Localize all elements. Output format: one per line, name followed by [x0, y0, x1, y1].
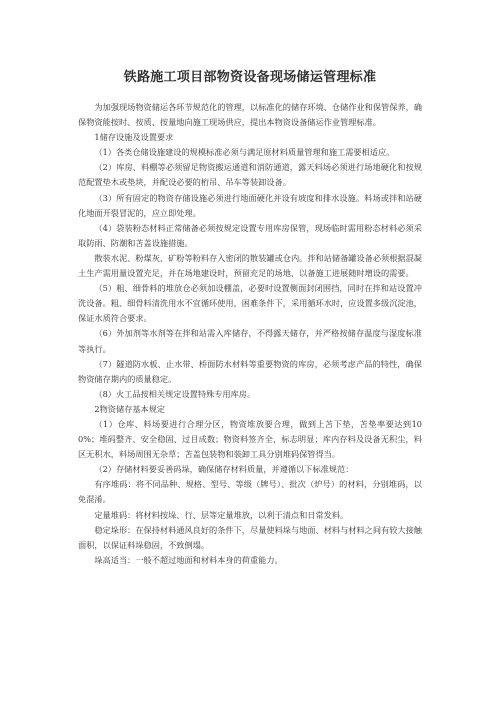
body-paragraph: （1）各类仓储设施建设的规模标准必须与满足原材料质量管理和施工需要相适应。: [94, 147, 395, 158]
body-paragraph: 有序堆码：将不同品种、规格、型号、等级（牌号）、批次（炉号）的材料，分别堆码，以免混淆。: [78, 479, 422, 505]
body-paragraph: 定量堆码：将材料按垛、行、层等定量堆放，以利于清点和日常发料。: [94, 509, 349, 520]
body-paragraph: （2）库房、料棚等必须留足物资搬运通道和消防通道，露天料场必须进行场地硬化和按规范配置垫木或垫块，并配设必要的桁吊、吊车等装卸设备。: [78, 162, 422, 188]
body-paragraph: 散装水泥、粉煤灰、矿粉等粉料存入密闭的散装罐或仓内。拌和站储备罐设备必须根据混凝土生产需用量设置充足，并在场地建设时，预留充足的场地，以备施工进展随时增设的需要。: [78, 252, 422, 279]
document-body: [78, 100, 422, 568]
body-paragraph: （3）所有固定的物资存储设施必须进行地面硬化并设有坡度和排水设施。料场或拌和站硬化地面开裂冒泥的，应立即处理。: [78, 192, 422, 218]
body-paragraph: （8）火工品按相关规定设置特殊专用库房。: [94, 388, 256, 399]
body-paragraph: 垛高适当：一般不超过地面和材料本身的荷重能力。: [94, 554, 283, 565]
document-title: 铁路施工项目部物资设备现场储运管理标准: [123, 70, 377, 85]
body-paragraph: 为加强现场物资储运各环节规范化的管理，以标准化的储存环境、仓储作业和保管保养，确保物资能按时、按质、按量地向施工现场供应，提出本物资设备储运作业管理标准。: [78, 102, 422, 128]
section-heading: 1储存设施及设置要求: [94, 132, 174, 143]
body-paragraph: （1）仓库、料场要进行合理分区，物资堆放要合理，做到上苫下垫，苫垫率要达到100%；堆码整齐、安全稳固、过目成数；物资料签齐全，标志明显；库内存料及设备无积尘，料区无积水，料场周围无杂草；苫盖包装物和装卸工具分别堆码保管得当。: [78, 418, 422, 460]
body-paragraph: （5）粗、细骨料的堆放仓必须加设棚盖，必要时设置侧面封闭围挡，同时在拌和站设置冲洗设备。粗、细骨料清洗用水不宜循环使用，困难条件下，采用循环水时，应设置多级沉淀池，保证水质符合要求。: [78, 283, 422, 324]
body-paragraph: （7）隧道防水板、止水带、桥面防水材料等重要物资的库房，必须考虑产品的特性，确保物资储存期内的质量稳定。: [78, 358, 422, 384]
body-paragraph: （2）存储材料要妥善码垛，确保储存材料质量，并遵循以下标准规范：: [94, 464, 354, 475]
body-paragraph: （6）外加剂等水剂等在拌和站需入库储存，不得露天储存，并严格按储存温度与湿度标准等执行。: [78, 328, 422, 354]
body-paragraph: 稳定垛形：在保持材料通风良好的条件下，尽量使料垛与地面、材料与材料之间有较大接触面积，以保证料垛稳固，不致倒塌。: [78, 524, 422, 550]
body-paragraph: （4）袋装粉态材料正常储备必须按规定设置专用库房保管，现场临时需用粉态材料必须采取防雨、防潮和苫盖设施措施。: [78, 222, 422, 248]
section-heading: 2物资储存基本规定: [94, 403, 166, 414]
